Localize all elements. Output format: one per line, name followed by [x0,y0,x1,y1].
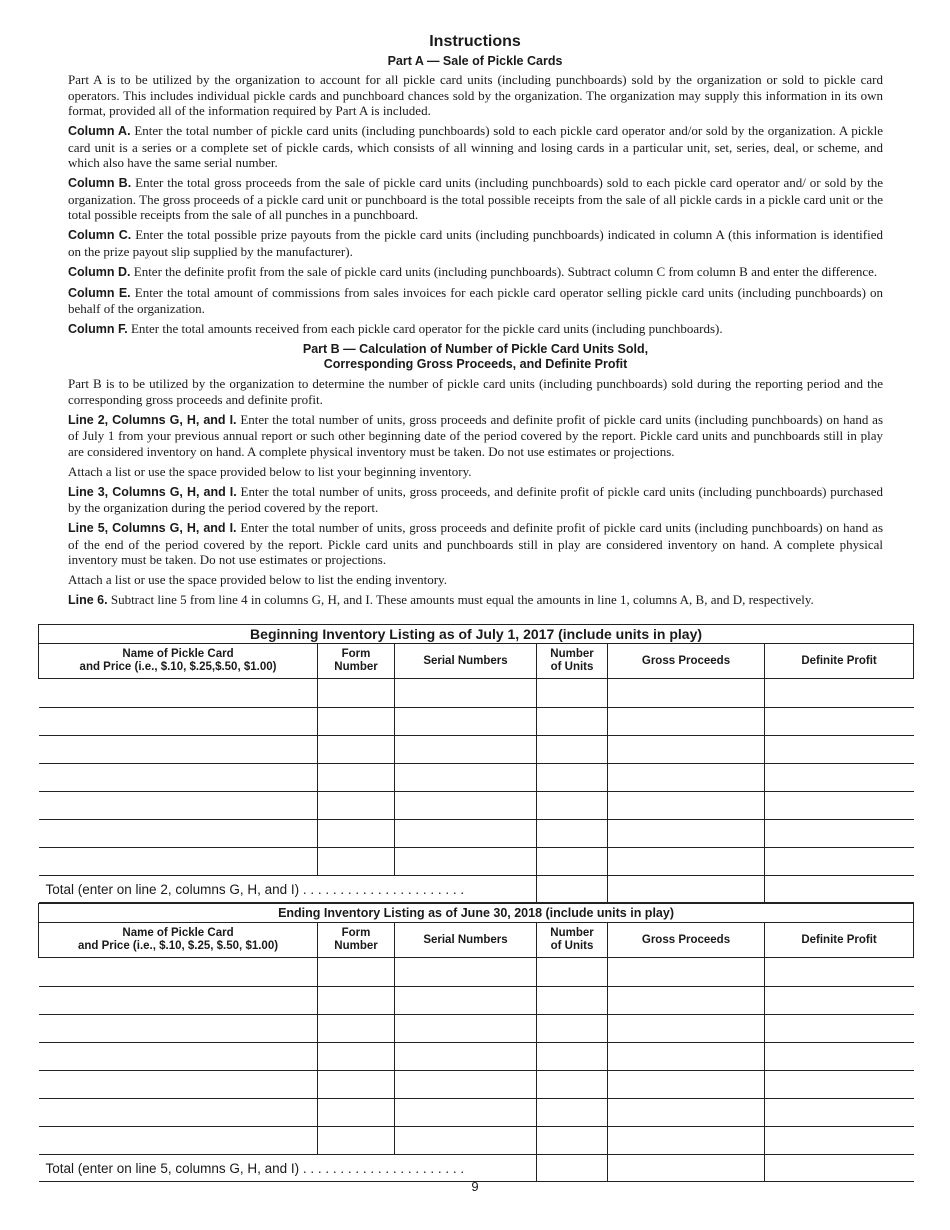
profit-cell[interactable] [765,792,914,820]
profit-cell[interactable] [765,764,914,792]
header-definite-profit: Definite Profit [765,923,914,958]
profit-cell[interactable] [765,1099,914,1127]
header-name-price [39,923,318,958]
gross-cell[interactable] [608,764,765,792]
table-row [39,820,914,848]
line-5-lead: Line 5, Columns G, H, and I. [68,521,237,535]
table-row [39,679,914,708]
serial-cell[interactable] [395,1015,537,1043]
name-cell[interactable] [39,1015,318,1043]
total-row [39,1155,914,1182]
line-5-text: Enter the total number of units, gross proceeds and definite profit of pickle card units (including punchboards) on hand as of the end of the period covered by the report. Pickle card units and punchboards still in play are considered inventory on hand. A complete physical inventory must be taken. Do not use estimates or projections. [68,520,884,567]
units-cell[interactable] [537,848,608,876]
serial-cell[interactable] [395,1127,537,1155]
total-gross-cell[interactable] [608,876,765,903]
profit-cell[interactable] [765,987,914,1015]
profit-cell[interactable] [765,848,914,876]
gross-cell[interactable] [608,736,765,764]
name-cell[interactable] [39,1043,318,1071]
units-cell[interactable] [537,792,608,820]
total-row [39,876,914,903]
header-form-number [318,923,395,958]
name-cell[interactable] [39,764,318,792]
column-a-text: Enter the total number of pickle card units (including punchboards) sold to each pickle card operator and/or sold by the organization. A pickle card unit is a series or a complete set of pickle cards, which consists of all winning and losing cards in a particular unit, set, series, deal, or scheme, and which also have the same serial number. [68,123,884,170]
units-cell[interactable] [537,958,608,987]
table-row [39,1099,914,1127]
header-name-line1: Name of Pickle Card [122,648,234,660]
serial-cell[interactable] [395,987,537,1015]
units-cell[interactable] [537,764,608,792]
table-row [39,1043,914,1071]
part-b-title-line1: Part B — Calculation of Number of Pickle Card Units Sold, [302,342,649,356]
line-5-instruction [68,520,883,568]
form-cell[interactable] [318,708,395,736]
gross-cell[interactable] [608,792,765,820]
line-3-text: Enter the total number of units, gross proceeds, and definite profit of pickle card units (including punchboards) purchased by the organization during the period covered by the report. [68,483,884,515]
header-form-line1: Form [341,648,371,660]
gross-cell[interactable] [608,1015,765,1043]
line-6-text: Subtract line 5 from line 4 in columns G, H, and I. These amounts must equal the amounts in line 1, columns A, B, and D, respectively. [110,592,814,607]
name-cell[interactable] [39,958,318,987]
gross-cell[interactable] [608,679,765,708]
total-profit-cell[interactable] [765,876,914,903]
serial-cell[interactable] [395,1099,537,1127]
profit-cell[interactable] [765,1043,914,1071]
units-cell[interactable] [537,1015,608,1043]
header-name-price [39,644,318,679]
ending-inventory-table [38,903,914,1182]
beginning-inventory-table [38,624,914,903]
name-cell[interactable] [39,848,318,876]
column-b-text: Enter the total gross proceeds from the sale of pickle card units (including punchboards) sold to each pickle card operator and/ or sold by the organization. The gross proceeds of a pickle card unit or punchboard is the total possible receipts from the sale of all pickle cards in a pickle card unit or the total possible receipts from the sale of all punches in a punchboard. [68,175,883,222]
name-cell[interactable] [39,1127,318,1155]
units-cell[interactable] [537,708,608,736]
line-2-text: Enter the total number of units, gross proceeds and definite profit of pickle card units (including punchboards) on hand as of July 1 from your previous annual report or such other beginning date of the period covered by the report. Pickle card units and punchboards still in play are considered inventory on hand. A complete physical inventory must be taken. Do not use estimates or projections. [68,411,884,459]
gross-cell[interactable] [608,987,765,1015]
profit-cell[interactable] [765,708,914,736]
header-form-line1: Form [341,927,371,939]
units-cell[interactable] [537,1127,608,1155]
profit-cell[interactable] [765,1015,914,1043]
column-e-instruction [68,285,883,317]
attach-ending-note: Attach a list or use the space provided below to list the ending inventory. [68,572,447,587]
serial-cell[interactable] [395,958,537,987]
name-cell[interactable] [39,792,318,820]
table-row [39,1071,914,1099]
form-cell[interactable] [318,987,395,1015]
gross-cell[interactable] [608,820,765,848]
form-cell[interactable] [318,792,395,820]
header-gross-proceeds: Gross Proceeds [608,644,765,679]
gross-cell[interactable] [608,1043,765,1071]
form-cell[interactable] [318,848,395,876]
gross-cell[interactable] [608,1099,765,1127]
gross-cell[interactable] [608,1071,765,1099]
line-2-lead: Line 2, Columns G, H, and I. [68,412,237,427]
table-row [39,708,914,736]
header-form-line2: Number [334,661,378,673]
gross-cell[interactable] [608,708,765,736]
column-f-lead: Column F. [68,322,128,336]
line-3-lead: Line 3, Columns G, H, and I. [68,484,237,499]
part-b-intro: Part B is to be utilized by the organization to determine the number of pickle card units (including punchboards) sold during the reporting period and the corresponding gross proceeds and definite profit. [68,376,883,407]
form-cell[interactable] [318,679,395,708]
table-row [39,1015,914,1043]
column-a-lead: Column A. [68,124,131,138]
serial-cell[interactable] [395,848,537,876]
serial-cell[interactable] [395,1043,537,1071]
units-cell[interactable] [537,820,608,848]
line-6-instruction [68,592,883,609]
header-units-line2: of Units [550,940,594,952]
header-serial-numbers: Serial Numbers [395,923,537,958]
gross-cell[interactable] [608,958,765,987]
instructions-body [68,72,883,613]
form-cell[interactable] [318,958,395,987]
table-row [39,1127,914,1155]
form-cell[interactable] [318,1099,395,1127]
form-cell[interactable] [318,1043,395,1071]
units-cell[interactable] [537,679,608,708]
header-number-of-units [537,644,608,679]
attach-beginning-note: Attach a list or use the space provided below to list your beginning inventory. [68,463,472,479]
name-cell[interactable] [39,820,318,848]
name-cell[interactable] [39,708,318,736]
table-row [39,792,914,820]
column-b-instruction [68,175,883,223]
page-number: 9 [471,1179,479,1194]
form-cell[interactable] [318,736,395,764]
total-units-cell[interactable] [537,1155,608,1182]
profit-cell[interactable] [765,679,914,708]
ending-inventory-caption: Ending Inventory Listing as of June 30, 2018 (include units in play) [39,904,914,923]
column-d-text: Enter the definite profit from the sale of pickle card units (including punchboards). Subtract column C from column B and enter the difference. [133,263,878,279]
column-e-lead: Column E. [68,285,131,300]
name-cell[interactable] [39,1071,318,1099]
units-cell[interactable] [537,1099,608,1127]
serial-cell[interactable] [395,820,537,848]
total-gross-cell[interactable] [608,1155,765,1182]
name-cell[interactable] [39,679,318,708]
header-gross-proceeds: Gross Proceeds [608,923,765,958]
table-row [39,958,914,987]
units-cell[interactable] [537,736,608,764]
column-e-text: Enter the total amount of commissions from sales invoices for each pickle card operator selling pickle card units (including punchboards) on behalf of the organization. [68,284,883,316]
form-cell[interactable] [318,1015,395,1043]
name-cell[interactable] [39,1099,318,1127]
column-c-instruction [68,227,883,259]
serial-cell[interactable] [395,764,537,792]
gross-cell[interactable] [608,1127,765,1155]
part-b-title [68,342,883,372]
beginning-inventory-caption: Beginning Inventory Listing as of July 1, 2017 (include units in play) [39,625,914,644]
units-cell[interactable] [537,987,608,1015]
serial-cell[interactable] [395,792,537,820]
profit-cell[interactable] [765,1071,914,1099]
column-b-lead: Column B. [68,176,132,190]
header-form-line2: Number [334,940,378,952]
profit-cell[interactable] [765,736,914,764]
table-row [39,987,914,1015]
header-form-number [318,644,395,679]
serial-cell[interactable] [395,736,537,764]
header-name-line1: Name of Pickle Card [122,927,234,939]
header-units-line1: Number [550,648,594,660]
beginning-total-label: Total (enter on line 2, columns G, H, and I) . . . . . . . . . . . . . . . . . . . . . . [39,876,537,903]
form-cell[interactable] [318,764,395,792]
column-a-instruction [68,123,883,171]
form-cell[interactable] [318,1127,395,1155]
header-number-of-units [537,923,608,958]
header-units-line2: of Units [550,661,594,673]
column-f-instruction [68,321,883,338]
serial-cell[interactable] [395,1071,537,1099]
column-d-instruction [68,264,883,281]
header-serial-numbers: Serial Numbers [395,644,537,679]
name-cell[interactable] [39,987,318,1015]
column-d-lead: Column D. [68,264,131,279]
line-2-instruction [68,412,883,460]
line-3-instruction [68,484,883,516]
column-f-text: Enter the total amounts received from each pickle card operator for the pickle card units (including punchboards). [130,321,723,336]
table-row [39,764,914,792]
name-cell[interactable] [39,736,318,764]
total-units-cell[interactable] [537,876,608,903]
serial-cell[interactable] [395,708,537,736]
gross-cell[interactable] [608,848,765,876]
total-profit-cell[interactable] [765,1155,914,1182]
column-c-text: Enter the total possible prize payouts from the pickle card units (including punchboards) indicated in column A (this information is identified on the prize payout slip supplied by the manufacturer). [68,227,884,259]
form-cell[interactable] [318,1071,395,1099]
units-cell[interactable] [537,1043,608,1071]
header-name-line2: and Price (i.e., $.10, $.25,$.50, $1.00) [79,661,277,673]
header-name-line2: and Price (i.e., $.10, $.25, $.50, $1.00) [77,940,279,952]
units-cell[interactable] [537,1071,608,1099]
column-c-lead: Column C. [68,228,132,242]
line-6-lead: Line 6. [68,593,108,607]
header-definite-profit: Definite Profit [765,644,914,679]
serial-cell[interactable] [395,679,537,708]
part-a-intro: Part A is to be utilized by the organization to account for all pickle card units (including punchboards) sold by the organization or sold to pickle card operators. This includes individual pickle cards and punchboard chances sold by the organization. The organization may supply this information in its own format, provided all of the information required by Part A is included. [68,72,883,118]
profit-cell[interactable] [765,820,914,848]
page-title: Instructions [429,33,521,50]
table-row [39,736,914,764]
form-cell[interactable] [318,820,395,848]
table-row [39,848,914,876]
part-b-title-line2: Corresponding Gross Proceeds, and Definite Profit [323,357,628,371]
part-a-title: Part A — Sale of Pickle Cards [387,54,563,68]
header-units-line1: Number [550,927,594,939]
profit-cell[interactable] [765,958,914,987]
profit-cell[interactable] [765,1127,914,1155]
ending-total-label: Total (enter on line 5, columns G, H, and I) . . . . . . . . . . . . . . . . . . . . . . [39,1155,537,1182]
